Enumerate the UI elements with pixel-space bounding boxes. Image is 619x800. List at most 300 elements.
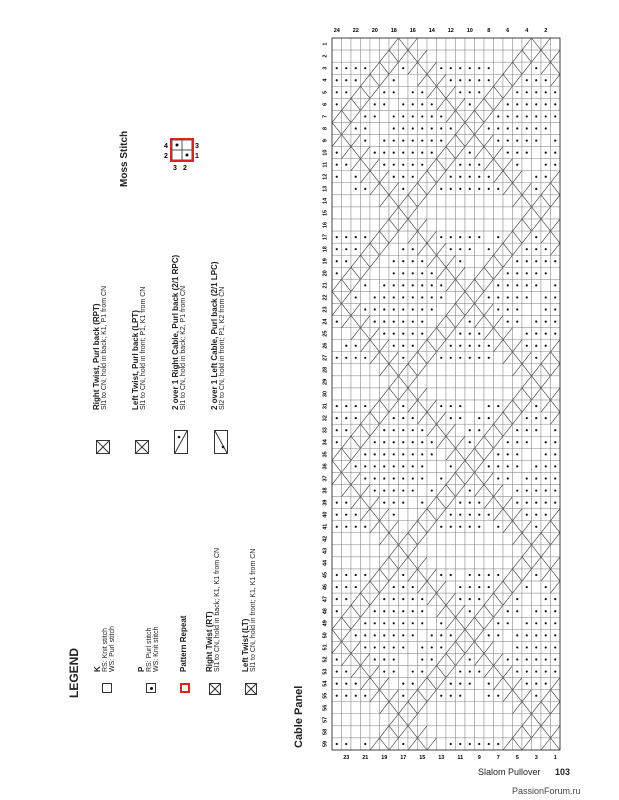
chart-cell (456, 702, 466, 714)
purl-dot (431, 127, 433, 129)
chart-cell (437, 388, 447, 400)
purl-dot (440, 405, 442, 407)
purl-dot (355, 345, 357, 347)
chart-cell (522, 316, 532, 328)
chart-cell (437, 460, 447, 472)
purl-dot (516, 272, 518, 274)
purl-dot (545, 683, 547, 685)
purl-dot (402, 320, 404, 322)
chart-cell (532, 159, 542, 171)
purl-dot (554, 152, 556, 154)
chart-cell (370, 533, 380, 545)
chart-cell (475, 50, 485, 62)
chart-cell (351, 388, 361, 400)
purl-dot (412, 634, 414, 636)
purl-dot (421, 502, 423, 504)
purl-dot (393, 139, 395, 141)
purl-dot (355, 357, 357, 359)
purl-dot (535, 526, 537, 528)
chart-cell (446, 545, 456, 557)
purl-dot (478, 79, 480, 81)
chart-cell (494, 50, 504, 62)
lpc-symbol (214, 430, 228, 454)
stitch-number: 32 (322, 415, 329, 422)
knit-line-1: RS: Knit stitch (102, 628, 109, 672)
purl-dot (440, 526, 442, 528)
stitch-number: 25 (322, 330, 329, 337)
purl-dot (336, 743, 338, 745)
stitch-number: 4 (322, 78, 329, 82)
purl-dot (412, 248, 414, 250)
chart-cell (494, 388, 504, 400)
purl-dot (526, 429, 528, 431)
stitch-number: 28 (322, 366, 329, 373)
purl-dot (554, 489, 556, 491)
purl-dot (402, 296, 404, 298)
purl-dot (535, 236, 537, 238)
purl-dot (497, 139, 499, 141)
chart-cell (351, 376, 361, 388)
purl-dot (545, 514, 547, 516)
purl-dot (535, 67, 537, 69)
chart-cell (437, 195, 447, 207)
purl-dot (459, 598, 461, 600)
purl-dot (402, 164, 404, 166)
row-number: 3 (534, 755, 538, 761)
purl-dot (507, 127, 509, 129)
purl-dot (469, 152, 471, 154)
purl-dot (535, 357, 537, 359)
purl-dot (402, 610, 404, 612)
chart-cell (456, 207, 466, 219)
purl-dot (412, 670, 414, 672)
chart-cell (446, 195, 456, 207)
lpt-line-1: Sl1 to CN, hold in front; P1, K1 from CN (140, 286, 147, 410)
chart-cell (351, 219, 361, 231)
purl-dot (412, 345, 414, 347)
purl-dot (402, 260, 404, 262)
stitch-number: 37 (322, 475, 329, 482)
purl-dot (345, 236, 347, 238)
purl-dot (421, 308, 423, 310)
chart-cell (427, 38, 437, 50)
row-number: 21 (362, 755, 369, 761)
purl-dot (345, 417, 347, 419)
stitch-number: 19 (322, 258, 329, 265)
purl-dot (516, 441, 518, 443)
purl-dot (412, 139, 414, 141)
purl-dot (402, 345, 404, 347)
purl-dot (402, 429, 404, 431)
purl-dot (345, 695, 347, 697)
purl-dot (421, 91, 423, 93)
cable-title: Cable Panel (293, 685, 305, 748)
knit-label-group (93, 626, 116, 672)
chart-cell (418, 38, 428, 50)
purl-dot (412, 333, 414, 335)
purl-dot (535, 248, 537, 250)
purl-dot (469, 598, 471, 600)
chart-cell (513, 472, 523, 484)
chart-cell (370, 267, 380, 279)
purl-dot (469, 586, 471, 588)
chart-cell (370, 279, 380, 291)
chart-cell (503, 38, 513, 50)
chart-cell (342, 38, 352, 50)
purl-dot (402, 152, 404, 154)
purl-dot (507, 622, 509, 624)
stitch-number: 42 (322, 535, 329, 542)
purl-dot (393, 477, 395, 479)
purl-dot (535, 574, 537, 576)
chart-cell (418, 376, 428, 388)
purl-dot (374, 320, 376, 322)
chart-cell (446, 364, 456, 376)
purl-dot (450, 357, 452, 359)
stitch-number: 16 (322, 221, 329, 229)
chart-cell (522, 303, 532, 315)
chart-cell (513, 714, 523, 726)
stitch-number: 21 (322, 282, 329, 289)
purl-dot (459, 91, 461, 93)
purl-dot (345, 345, 347, 347)
purl-dot (535, 345, 537, 347)
purl-dot (535, 79, 537, 81)
stitch-number: 46 (322, 584, 329, 591)
row-number: 23 (343, 755, 350, 761)
purl-dot (402, 622, 404, 624)
purl-dot (421, 658, 423, 660)
chart-cell (532, 581, 542, 593)
purl-dot (469, 670, 471, 672)
purl-dot (516, 152, 518, 154)
purl-dot (554, 646, 556, 648)
chart-cell (408, 653, 418, 665)
purl-dot (450, 127, 452, 129)
chart-cell (484, 195, 494, 207)
chart-cell (503, 485, 513, 497)
purl-label-group (137, 626, 160, 672)
chart-cell (503, 50, 513, 62)
chart-cell (475, 726, 485, 738)
chart-cell (437, 545, 447, 557)
stitch-number: 47 (322, 596, 329, 603)
chart-cell (370, 219, 380, 231)
chart-cell (484, 726, 494, 738)
stitch-number: 8 (322, 126, 329, 131)
chart-cell (380, 267, 390, 279)
row-number: 18 (390, 28, 397, 34)
chart-cell (494, 545, 504, 557)
purl-dot (497, 284, 499, 286)
chart-cell (551, 122, 561, 134)
chart-cell (427, 617, 437, 629)
purl-dot (554, 465, 556, 467)
purl-dot (516, 598, 518, 600)
chart-cell (494, 219, 504, 231)
purl-dot (364, 695, 366, 697)
purl-dot (355, 465, 357, 467)
purl-dot (402, 417, 404, 419)
purl-dot (336, 176, 338, 178)
purl-dot (383, 429, 385, 431)
row-number: 17 (400, 755, 407, 761)
chart-cell (446, 376, 456, 388)
chart-cell (446, 557, 456, 569)
purl-dot (450, 695, 452, 697)
purl-dot (412, 308, 414, 310)
purl-dot (440, 357, 442, 359)
rpt-line-1: Sl1 to CN, hold in back; K1, P1 from CN (101, 285, 108, 410)
purl-line-1: RS: Purl stitch (146, 627, 153, 672)
purl-dot (478, 176, 480, 178)
chart-cell (351, 207, 361, 219)
purl-dot (355, 526, 357, 528)
purl-dot (545, 465, 547, 467)
purl-dot (526, 417, 528, 419)
stitch-number: 10 (322, 149, 329, 156)
stitch-number: 48 (322, 608, 329, 615)
purl-dot (345, 670, 347, 672)
purl-dot (507, 453, 509, 455)
purl-dot (545, 260, 547, 262)
purl-dot (450, 743, 452, 745)
purl-dot (545, 127, 547, 129)
purl-dot (402, 586, 404, 588)
chart-cell (446, 207, 456, 219)
purl-dot (383, 477, 385, 479)
purl-dot (393, 91, 395, 93)
stitch-number: 9 (322, 139, 329, 143)
purl-dot (355, 634, 357, 636)
chart-cell (418, 485, 428, 497)
purl-dot (374, 634, 376, 636)
purl-dot (336, 357, 338, 359)
chart-cell (551, 267, 561, 279)
chart-cell (532, 291, 542, 303)
purl-dot (412, 103, 414, 105)
chart-cell (532, 436, 542, 448)
purl-dot (336, 658, 338, 660)
purl-dot (469, 526, 471, 528)
purl-dot (516, 634, 518, 636)
purl-dot (402, 489, 404, 491)
purl-dot (336, 405, 338, 407)
purl-dot (535, 465, 537, 467)
chart-cell (427, 376, 437, 388)
chart-cell (342, 714, 352, 726)
purl-dot (374, 465, 376, 467)
purl-dot (526, 333, 528, 335)
knit-label: K (93, 666, 102, 672)
purl-dot (431, 152, 433, 154)
purl-dot (450, 176, 452, 178)
purl-dot (488, 465, 490, 467)
purl-dot (431, 139, 433, 141)
rpt-label-group (92, 286, 108, 410)
purl-dot (516, 284, 518, 286)
purl-dot (535, 127, 537, 129)
chart-cell (342, 328, 352, 340)
row-number: 1 (553, 755, 557, 761)
purl-dot (459, 236, 461, 238)
purl-dot (402, 188, 404, 190)
moss-purl-dot (186, 154, 189, 157)
purl-dot (440, 646, 442, 648)
purl-dot (364, 405, 366, 407)
purl-dot (402, 272, 404, 274)
chart-cell (475, 364, 485, 376)
chart-cell (370, 702, 380, 714)
purl-dot (383, 465, 385, 467)
chart-cell (427, 219, 437, 231)
purl-dot (469, 320, 471, 322)
purl-dot (412, 127, 414, 129)
purl-dot (554, 308, 556, 310)
chart-cell (342, 171, 352, 183)
purl-dot (402, 139, 404, 141)
purl-dot (374, 658, 376, 660)
chart-cell (503, 207, 513, 219)
purl-dot (345, 574, 347, 576)
purl-dot (355, 405, 357, 407)
purl-dot (488, 405, 490, 407)
chart-cell (427, 726, 437, 738)
purl-dot (383, 296, 385, 298)
stitch-number: 38 (322, 487, 329, 494)
moss-col-label: 3 (173, 165, 177, 172)
purl-dot (421, 139, 423, 141)
purl-dot (459, 345, 461, 347)
purl-dot (402, 115, 404, 117)
row-number: 19 (381, 755, 388, 761)
purl-dot (469, 91, 471, 93)
chart-cell (484, 702, 494, 714)
chart-cell (351, 557, 361, 569)
chart-cell (532, 147, 542, 159)
purl-dot (336, 320, 338, 322)
chart-cell (522, 448, 532, 460)
purl-dot (488, 417, 490, 419)
row-number: 14 (428, 28, 435, 34)
chart-cell (427, 316, 437, 328)
chart-cell (465, 557, 475, 569)
purl-dot (412, 115, 414, 117)
purl-dot (402, 103, 404, 105)
chart-cell (456, 424, 466, 436)
stitch-number: 17 (322, 234, 329, 241)
purl-dot (355, 586, 357, 588)
purl-dot (469, 502, 471, 504)
purl-dot (469, 357, 471, 359)
purl-dot (469, 743, 471, 745)
chart-cell (494, 352, 504, 364)
purl-dot (402, 248, 404, 250)
purl-dot (450, 574, 452, 576)
purl-dot (402, 634, 404, 636)
chart-cell (370, 388, 380, 400)
purl-dot (336, 103, 338, 105)
purl-dot (421, 152, 423, 154)
chart-cell (361, 376, 371, 388)
stitch-number: 14 (322, 197, 329, 204)
purl-dot (516, 610, 518, 612)
chart-cell (399, 521, 409, 533)
chart-cell (361, 38, 371, 50)
purl-dot (535, 115, 537, 117)
purl-dot (469, 489, 471, 491)
purl-dot (516, 489, 518, 491)
purl-dot (535, 272, 537, 274)
purl-dot (535, 646, 537, 648)
chart-cell (437, 533, 447, 545)
purl-dot (402, 683, 404, 685)
moss-row-label: 4 (164, 143, 168, 150)
chart-cell (332, 726, 342, 738)
right-twist-symbol (209, 683, 221, 695)
purl-dot (345, 260, 347, 262)
chart-cell (389, 678, 399, 690)
chart-cell (437, 219, 447, 231)
purl-dot (336, 67, 338, 69)
purl-dot (545, 477, 547, 479)
purl-dot (402, 502, 404, 504)
purl-dot (545, 308, 547, 310)
chart-cell (475, 255, 485, 267)
chart-cell (427, 195, 437, 207)
stitch-number: 57 (322, 716, 329, 723)
chart-cell (456, 388, 466, 400)
moss-col-label: 2 (183, 165, 187, 172)
chart-cell (484, 38, 494, 50)
purl-dot (355, 248, 357, 250)
purl-dot (355, 176, 357, 178)
chart-cell (465, 690, 475, 702)
purl-dot (364, 236, 366, 238)
purl-dot (364, 526, 366, 528)
chart-cell (503, 702, 513, 714)
chart-cell (427, 557, 437, 569)
purl-dot (507, 296, 509, 298)
stitch-number: 50 (322, 632, 329, 639)
purl-dot (393, 308, 395, 310)
purl-dot (535, 489, 537, 491)
row-number: 8 (487, 28, 491, 34)
purl-dot (554, 622, 556, 624)
chart-cell (351, 195, 361, 207)
purl-dot (431, 308, 433, 310)
stitch-number: 35 (322, 451, 329, 458)
chart-cell (370, 195, 380, 207)
chart-cell (380, 38, 390, 50)
purl-dot (336, 236, 338, 238)
chart-cell (427, 702, 437, 714)
purl-dot (459, 502, 461, 504)
chart-cell (332, 340, 342, 352)
purl-dot (535, 477, 537, 479)
purl-dot (554, 139, 556, 141)
chart-cell (342, 545, 352, 557)
purl-dot (516, 429, 518, 431)
chart-cell (351, 726, 361, 738)
chart-cell (342, 364, 352, 376)
purl-dot (336, 79, 338, 81)
row-number: 13 (438, 755, 445, 761)
chart-cell (437, 364, 447, 376)
purl-dot (554, 429, 556, 431)
knit-symbol (102, 683, 112, 693)
purl-dot (393, 502, 395, 504)
